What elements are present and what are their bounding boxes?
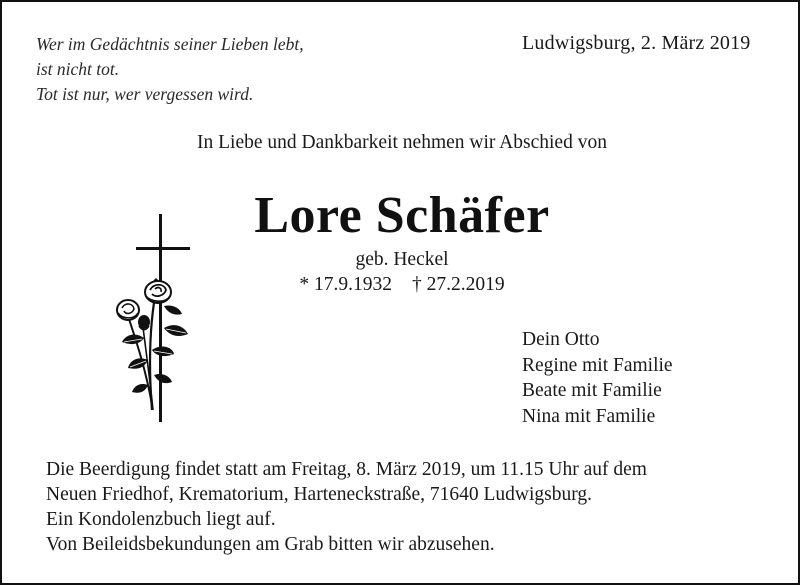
- funeral-information: [46, 457, 647, 557]
- list-item: Regine mit Familie: [522, 354, 673, 376]
- death-date: † 27.2.2019: [412, 274, 505, 295]
- farewell-intro: In Liebe und Dankbarkeit nehmen wir Abschied von: [197, 132, 607, 153]
- memorial-poem: [36, 32, 304, 107]
- poem-line: Tot ist nur, wer vergessen wird.: [36, 84, 254, 104]
- info-line: Von Beileidsbekundungen am Grab bitten wir abzusehen.: [46, 534, 495, 555]
- poem-line: Wer im Gedächtnis seiner Lieben lebt,: [36, 34, 304, 54]
- list-item: Dein Otto: [522, 329, 600, 350]
- poem-line: ist nicht tot.: [36, 59, 120, 79]
- info-line: Die Beerdigung findet statt am Freitag, 8. März 2019, um 11.15 Uhr auf dem: [46, 459, 647, 480]
- list-item: Beate mit Familie: [522, 380, 662, 401]
- list-item: Nina mit Familie: [522, 405, 656, 427]
- place-and-date: Ludwigsburg, 2. März 2019: [522, 32, 751, 54]
- deceased-name: Lore Schäfer: [254, 187, 550, 244]
- birth-date: * 17.9.1932: [299, 274, 392, 295]
- birth-name: geb. Heckel: [355, 249, 449, 270]
- mourners-list: [522, 327, 673, 429]
- info-line: Neuen Friedhof, Krematorium, Harteneckstraße, 71640 Ludwigsburg.: [46, 484, 593, 505]
- cross-with-roses-icon: [102, 210, 202, 430]
- info-line: Ein Kondolenzbuch liegt auf.: [46, 509, 276, 530]
